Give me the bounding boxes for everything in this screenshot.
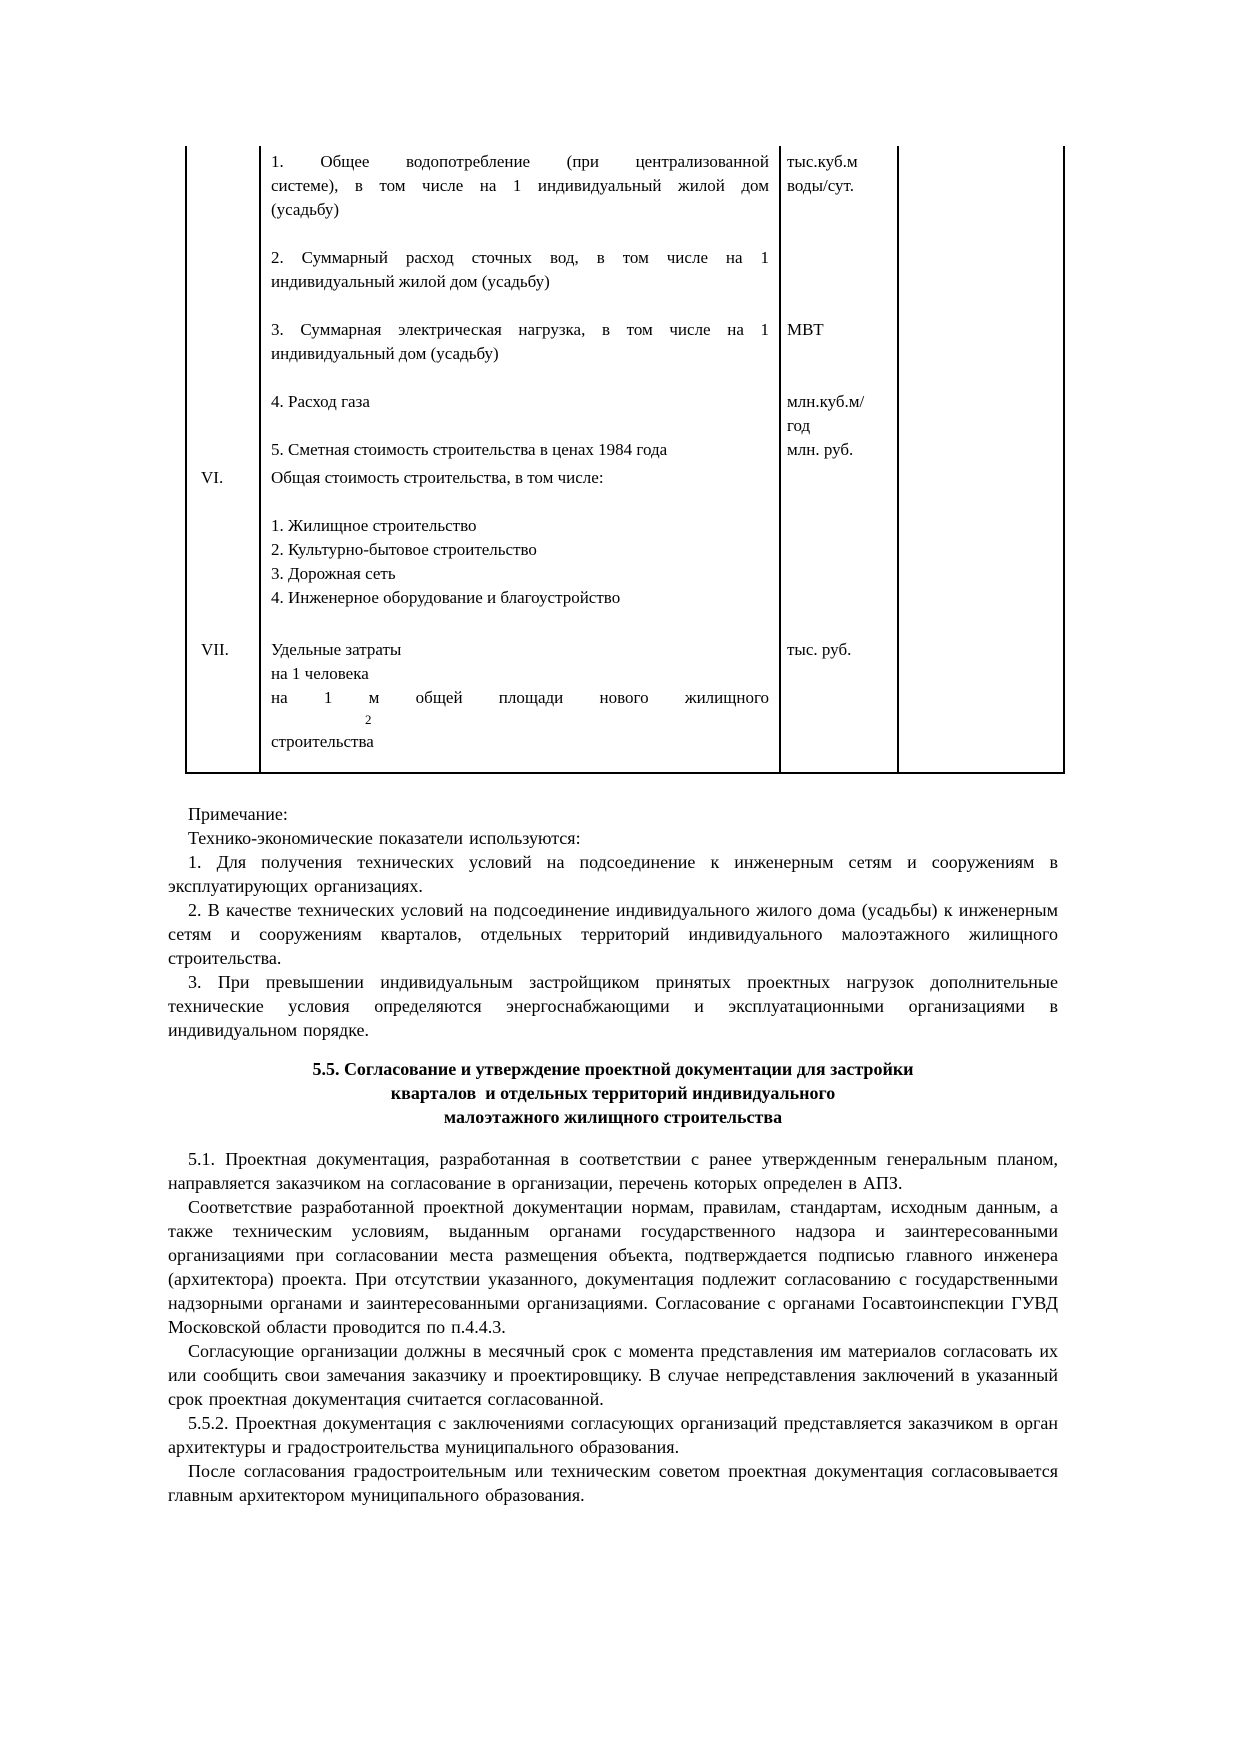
- superscript-2: 2: [365, 712, 372, 727]
- table-line: [787, 342, 895, 366]
- indicator-cell: [260, 462, 780, 634]
- table-line: 1. Жилищное строительство: [271, 516, 477, 535]
- paragraph-after-approval: После согласования градостроительным или техническим советом проектная документация согласовывается главным архитектором муниципального образования.: [168, 1461, 1058, 1505]
- indicator-cell: [260, 146, 780, 462]
- table-line: [787, 366, 895, 390]
- table-line: 1. Общее водопотребление (при централизованной: [271, 152, 769, 171]
- table-line: 3. Дорожная сеть: [271, 564, 396, 583]
- table-line: (усадьбу): [271, 200, 340, 219]
- table-line: год: [787, 416, 811, 435]
- table-line: на 1 м общей площади нового жилищного: [271, 688, 769, 707]
- table-line: млн. руб.: [787, 440, 854, 459]
- section-heading: [168, 1057, 1058, 1129]
- table-line: 4. Инженерное оборудование и благоустройство: [271, 588, 621, 607]
- units-cell: [780, 462, 898, 634]
- table-line: Общая стоимость строительства, в том числе:: [271, 468, 604, 487]
- table-line: [787, 198, 895, 222]
- table-line: [787, 246, 895, 270]
- row-number: [201, 150, 257, 174]
- table-row: [186, 146, 1064, 462]
- table-line: [787, 222, 895, 246]
- table-line: системе), в том числе на 1 индивидуальный жилой дом: [271, 176, 769, 195]
- table-line: 3. Суммарная электрическая нагрузка, в том числе на 1: [271, 320, 769, 339]
- table-line: тыс. руб.: [787, 640, 852, 659]
- table-line: [271, 490, 769, 514]
- table-line: 2. Культурно-бытовое строительство: [271, 540, 537, 559]
- table-line: 4. Расход газа: [271, 392, 370, 411]
- note-item-1: 1. Для получения технических условий на подсоединение к инженерным сетям и сооружениям в эксплуатирующих организациях.: [168, 852, 1058, 896]
- table-line: индивидуальный жилой дом (усадьбу): [271, 272, 550, 291]
- table-line: [271, 414, 769, 438]
- table-line: строительства: [271, 732, 374, 751]
- note-intro: Технико-экономические показатели используются:: [188, 828, 581, 848]
- table-line: [271, 294, 769, 318]
- units-cell: [780, 146, 898, 462]
- units-cell: [780, 634, 898, 773]
- note-item-2: 2. В качестве технических условий на подсоединение индивидуального жилого дома (усадьбы) к инженерным сетям и сооружениям кварталов, отдельных территорий индивидуального малоэтажного жилищного строительства.: [168, 900, 1058, 968]
- heading-line-3: малоэтажного жилищного строительства: [443, 1107, 783, 1127]
- row-number-cell: [186, 462, 260, 634]
- row-number-cell: [186, 146, 260, 462]
- table-body: [186, 146, 1064, 773]
- note-item-3: 3. При превышении индивидуальным застройщиком принятых проектных нагрузок дополнительные технические условия определяются энергоснабжающими и эксплуатационными организациями в индивидуальном порядке.: [168, 972, 1058, 1040]
- table-line: тыс.куб.м: [787, 152, 858, 171]
- table-line: [271, 222, 769, 246]
- heading-line-2: кварталов и отдельных территорий индивидуального: [390, 1083, 836, 1103]
- table-row: [186, 634, 1064, 773]
- body-section: [168, 1147, 1058, 1507]
- notes-section: [168, 802, 1058, 1042]
- table-line: [271, 610, 769, 634]
- table-line: [787, 270, 895, 294]
- paragraph-5-5-2: 5.5.2. Проектная документация с заключениями согласующих организаций представляется заказчиком в орган архитектуры и градостроительства муниципального образования.: [168, 1413, 1058, 1457]
- row-number: VI.: [201, 468, 224, 487]
- table-line: индивидуальный дом (усадьбу): [271, 344, 499, 363]
- paragraph-conformity: Соответствие разработанной проектной документации нормам, правилам, стандартам, исходным данным, а также техническим условиям, выданным органами государственного надзора и заинтересованными организациями при согласовании места размещения объекта, подтверждается подписью главного инженера (архитектора) проекта. При отсутствии указанного, документация подлежит согласованию с государственными надзорными органами и заинтересованными организациями. Согласование с органами Госавтоинспекции ГУВД Московской области проводится по п.4.4.3.: [168, 1197, 1058, 1337]
- table-line: 2. Суммарный расход сточных вод, в том числе на 1: [271, 248, 769, 267]
- tec-indicators-table: [185, 146, 1065, 774]
- note-title: Примечание:: [188, 804, 288, 824]
- value-cell: [898, 462, 1064, 634]
- table-line: воды/сут.: [787, 176, 854, 195]
- table-row: [186, 462, 1064, 634]
- paragraph-approving-orgs: Согласующие организации должны в месячный срок с момента представления им материалов согласовать их или сообщить свои замечания заказчику и проектировщику. В случае непредставления заключений в указанный срок проектная документация считается согласованной.: [168, 1341, 1058, 1409]
- heading-line-1: 5.5. Согласование и утверждение проектной документации для застройки: [312, 1059, 914, 1079]
- page-content: [168, 146, 1058, 1507]
- table-line: МВТ: [787, 320, 824, 339]
- table-line: 5. Сметная стоимость строительства в ценах 1984 года: [271, 440, 668, 459]
- table-line: на 1 человека: [271, 664, 369, 683]
- row-number-cell: [186, 634, 260, 773]
- value-cell: [898, 634, 1064, 773]
- table-line: [787, 294, 895, 318]
- indicator-cell: [260, 634, 780, 773]
- table-line: [271, 366, 769, 390]
- table-line: Удельные затраты: [271, 640, 402, 659]
- table-line: млн.куб.м/: [787, 392, 865, 411]
- paragraph-5-1: 5.1. Проектная документация, разработанная в соответствии с ранее утвержденным генеральным планом, направляется заказчиком на согласование в организации, перечень которых определен в АПЗ.: [168, 1149, 1058, 1193]
- value-cell: [898, 146, 1064, 462]
- row-number: VII.: [201, 640, 229, 659]
